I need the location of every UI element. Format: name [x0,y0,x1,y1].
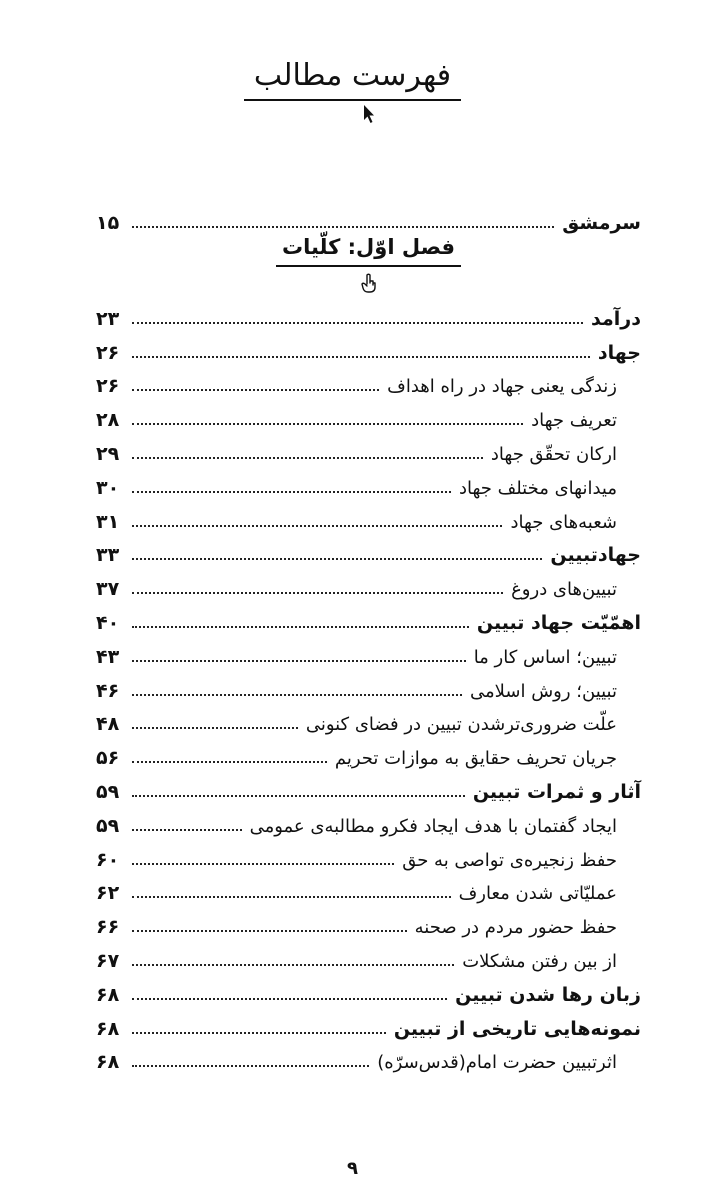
toc-entry-label: تبیین؛ روش اسلامی [470,680,617,702]
toc-row[interactable] [96,464,641,498]
hand-pointer-icon [360,273,378,293]
toc-row[interactable] [96,633,641,667]
toc-row[interactable] [96,599,641,633]
leader-dots [132,423,523,425]
leader-dots [132,592,503,594]
toc-row[interactable] [96,498,641,532]
toc-entry-label: از بین رفتن مشکلات [462,950,617,972]
page-title-text: فهرست مطالب [244,58,461,101]
toc-entry-label: سرمشق [562,212,641,234]
toc-entry-page: ۶۷ [96,949,120,972]
toc-entry-label: اثرتبیین حضرت امام(قدس‌سرّه) [377,1052,617,1074]
toc-row-intro[interactable] [96,197,641,233]
toc-row[interactable] [96,1039,641,1073]
toc-entries [96,295,641,1072]
toc-entry-page: ۵۹ [96,814,120,837]
toc-row[interactable] [96,870,641,904]
leader-dots [132,491,451,493]
page-title [0,58,705,101]
leader-dots [132,761,327,763]
toc-entry-page: ۲۹ [96,442,120,465]
toc-row[interactable] [96,295,641,329]
leader-dots [132,896,451,898]
toc-entry-page: ۲۸ [96,409,120,432]
leader-dots [132,829,242,831]
toc-row[interactable] [96,532,641,566]
leader-dots [132,226,554,228]
toc-entry-label: زبان رها شدن تبیین [455,983,641,1006]
leader-dots [132,795,465,797]
toc-entry-page: ۴۶ [96,679,120,702]
leader-dots [132,660,466,662]
toc-entry-page: ۵۹ [96,780,120,803]
toc-row[interactable] [96,329,641,363]
leader-dots [132,727,298,729]
leader-dots [132,525,502,527]
toc-entry-label: عملیّاتی شدن معارف [458,883,617,905]
toc-row[interactable] [96,734,641,768]
toc-row[interactable] [96,802,641,836]
toc-row[interactable] [96,363,641,397]
toc-entry-label: نمونه‌هایی تاریخی از تبیین [393,1017,641,1040]
leader-dots [132,1065,369,1067]
toc-entry-page: ۲۶ [96,341,120,364]
toc-entry-page: ۳۳ [96,544,120,567]
toc-entry-label: حفظ زنجیره‌ی تواصی به حق [402,849,617,871]
toc-entry-label: شعبه‌های جهاد [510,511,617,533]
toc-entry-page: ۶۸ [96,1017,120,1040]
toc-entry-label: ارکان تحقّق جهاد [490,443,617,465]
toc-row[interactable] [96,667,641,701]
toc-entry-label: ایجاد گفتمان با هدف ایجاد فکرو مطالبه‌ی عمومی [249,815,617,837]
toc-entry-page: ۴۳ [96,645,120,668]
leader-dots [132,964,454,966]
pointer-icon [362,104,376,124]
toc-entry-label: تعریف جهاد [531,410,617,432]
toc-entry-page: ۶۸ [96,983,120,1006]
chapter-heading [96,233,641,295]
toc-row[interactable] [96,701,641,735]
toc-row[interactable] [96,937,641,971]
leader-dots [132,1032,386,1034]
toc-entry-page: ۲۳ [96,307,120,330]
toc-entry-label: جهادتبیین [550,544,641,567]
toc-entry-page: ۶۰ [96,848,120,871]
toc-entry-page: ۵۶ [96,747,120,770]
table-of-contents [96,197,641,1072]
toc-entry-label: علّت ضروری‌ترشدن تبیین در فضای کنونی [305,714,617,736]
toc-row[interactable] [96,971,641,1005]
chapter-title: فصل اوّل: کلّیات [276,235,461,267]
leader-dots [132,389,379,391]
toc-entry-label: درآمد [591,307,641,330]
toc-row[interactable] [96,565,641,599]
toc-entry-label: اهمّیّت جهاد تبیین [476,611,641,634]
leader-dots [132,998,447,1000]
toc-entry-page: ۱۵ [96,212,120,234]
toc-entry-label: میدانهای مختلف جهاد [458,477,617,499]
leader-dots [132,356,590,358]
leader-dots [132,863,394,865]
toc-entry-page: ۳۰ [96,476,120,499]
toc-row[interactable] [96,1005,641,1039]
leader-dots [132,626,469,628]
toc-entry-page: ۴۸ [96,713,120,736]
leader-dots [132,930,407,932]
toc-entry-page: ۶۸ [96,1051,120,1074]
toc-entry-label: آثار و ثمرات تبیین [472,780,641,803]
toc-row[interactable] [96,768,641,802]
toc-entry-label: تبیین‌های دروغ [511,579,617,601]
leader-dots [132,558,542,560]
leader-dots [132,322,583,324]
toc-entry-page: ۴۰ [96,611,120,634]
page-number: ۹ [347,1158,358,1179]
toc-entry-label: زندگی یعنی جهاد در راه اهداف [387,376,617,398]
toc-row[interactable] [96,903,641,937]
leader-dots [132,694,462,696]
toc-row[interactable] [96,836,641,870]
toc-entry-page: ۳۱ [96,510,120,533]
toc-entry-page: ۳۷ [96,578,120,601]
toc-entry-label: حفظ حضور مردم در صحنه [414,917,617,939]
toc-entry-label: جهاد [597,341,641,364]
toc-entry-page: ۶۶ [96,916,120,939]
toc-entry-page: ۲۶ [96,375,120,398]
toc-entry-page: ۶۲ [96,882,120,905]
toc-row[interactable] [96,396,641,430]
leader-dots [132,457,483,459]
toc-entry-label: تبیین؛ اساس کار ما [473,646,617,668]
toc-entry-label: جریان تحریف حقایق به موازات تحریم [334,748,617,770]
toc-row[interactable] [96,430,641,464]
